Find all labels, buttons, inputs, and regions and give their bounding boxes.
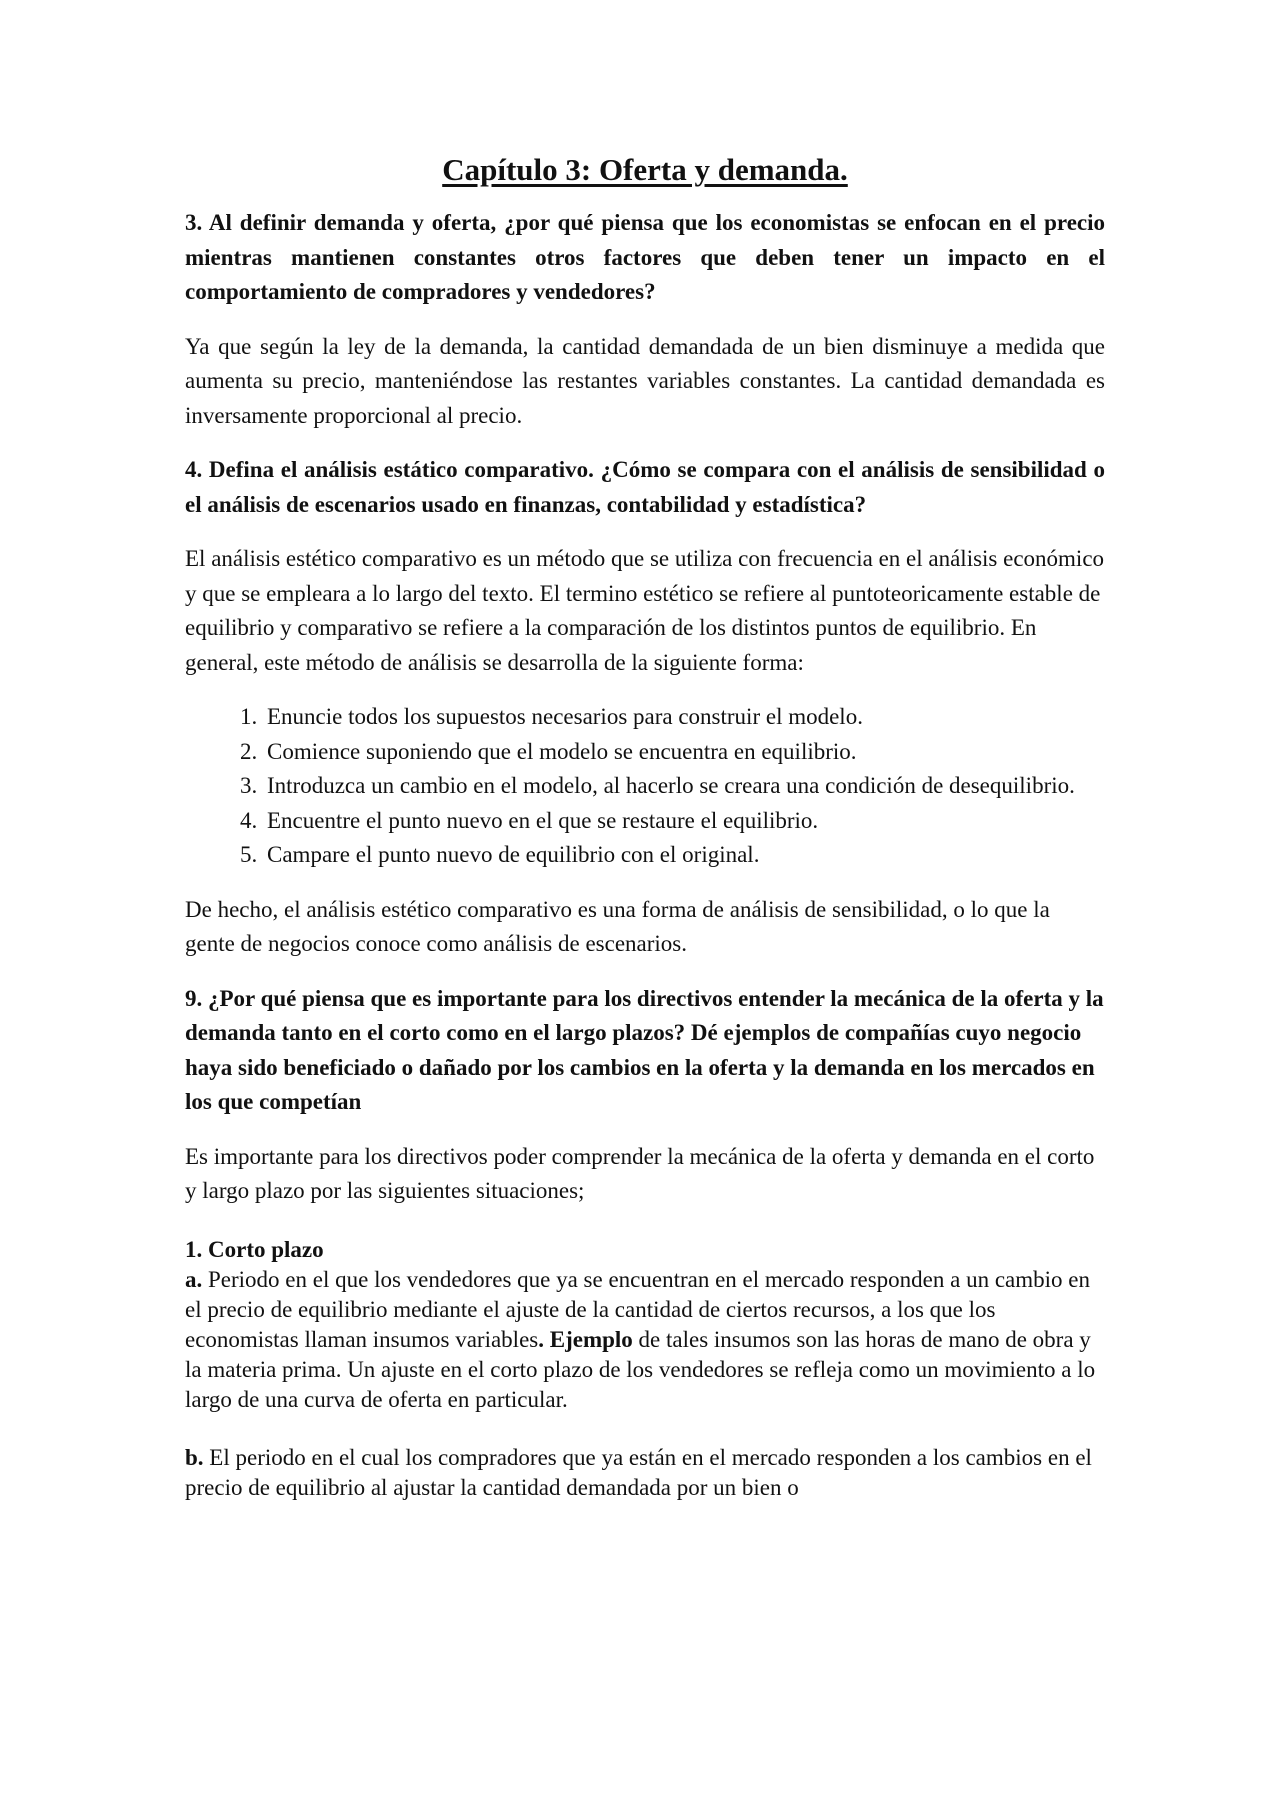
list-item: 5. Campare el punto nuevo de equilibrio con el original. [263,838,1105,873]
item-a-bold: . Ejemplo [538,1326,633,1352]
document-page [185,150,1105,1503]
short-term-section [185,1235,1105,1503]
page-title [185,150,1105,190]
page-title-text: Capítulo 3: Oferta y demanda. [442,152,848,187]
list-item: 1. Enuncie todos los supuestos necesarios para construir el modelo. [263,700,1105,735]
list-item: 2. Comience suponiendo que el modelo se encuentra en equilibrio. [263,735,1105,770]
list-item: 4. Encuentre el punto nuevo en el que se restaure el equilibrio. [263,804,1105,839]
answer-4: El análisis estético comparativo es un método que se utiliza con frecuencia en el análisis económico y que se empleara a lo largo del texto. El termino estético se refiere al puntoteoricamente estable de equilibrio y comparativo se refiere a la comparación de los distintos puntos de equilibrio. En general, este método de análisis se desarrolla de la siguiente forma: [185,546,1105,675]
list-item: 3. Introduzca un cambio en el modelo, al hacerlo se creara una condición de desequilibrio. [263,769,1105,804]
conclusion-4: De hecho, el análisis estético comparativo es una forma de análisis de sensibilidad, o lo que la gente de negocios conoce como análisis de escenarios. [185,896,1050,956]
section-title: 1. Corto plazo [185,1236,324,1262]
item-b-label: b. [185,1444,204,1470]
item-a-label: a. [185,1266,203,1292]
answer-9: Es importante para los directivos poder comprender la mecánica de la oferta y demanda en el corto y largo plazo por las siguientes situaciones; [185,1143,1095,1203]
analysis-steps-list [185,700,1105,873]
item-a [185,1265,1105,1415]
item-a-text-1: Periodo en el que los vendedores que ya se encuentran en el mercado responden a un cambio en el precio de equilibrio mediante el ajuste de la cantidad de ciertos recursos, a los que los economistas llaman insumos variables [185,1266,1090,1352]
question-3: 3. Al definir demanda y oferta, ¿por qué piensa que los economistas se enfocan en el precio mientras mantienen constantes otros factores que deben tener un impacto en el comportamiento de compradores y vendedores? [185,210,1105,304]
question-4: 4. Defina el análisis estático comparativo. ¿Cómo se compara con el análisis de sensibilidad o el análisis de escenarios usado en finanzas, contabilidad y estadística? [185,457,1105,517]
item-b [185,1443,1105,1503]
item-a-text-2: de tales insumos son las horas de mano de obra y la materia prima. Un ajuste en el corto plazo de los vendedores se refleja como un movimiento a lo largo de una curva de oferta en particular. [185,1326,1096,1412]
item-b-text: El periodo en el cual los compradores que ya están en el mercado responden a los cambios en el precio de equilibrio al ajustar la cantidad demandada por un bien o [185,1444,1092,1500]
question-9: 9. ¿Por qué piensa que es importante para los directivos entender la mecánica de la oferta y la demanda tanto en el corto como en el largo plazos? Dé ejemplos de compañías cuyo negocio haya sido beneficiado o dañado por los cambios en la oferta y la demanda en los mercados en los que competían [185,985,1104,1114]
answer-3: Ya que según la ley de la demanda, la cantidad demandada de un bien disminuye a medida que aumenta su precio, manteniéndose las restantes variables constantes. La cantidad demandada es inversamente proporcional al precio. [185,333,1105,428]
